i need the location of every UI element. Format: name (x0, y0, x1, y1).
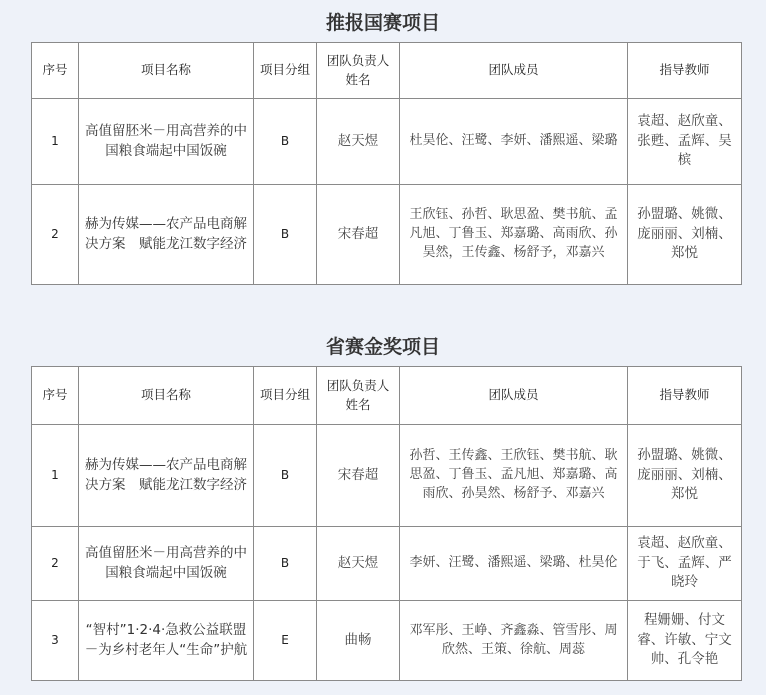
table-header-row (32, 43, 742, 99)
header-idx: 序号 (32, 43, 79, 99)
national-projects-table (31, 42, 742, 285)
cell-group: B (254, 425, 317, 527)
cell-project-name: 赫为传媒——农产品电商解决方案 赋能龙江数字经济 (79, 425, 254, 527)
table-header-row (32, 367, 742, 425)
table-row (32, 527, 742, 601)
cell-teachers: 孙盟璐、姚微、庞丽丽、刘楠、郑悦 (628, 425, 742, 527)
header-leader: 团队负责人姓名 (317, 367, 400, 425)
table-row (32, 425, 742, 527)
provincial-gold-projects-table (31, 366, 742, 681)
cell-members: 杜昊伦、汪鹭、李妍、潘熙遥、梁璐 (400, 99, 628, 185)
cell-leader: 赵天煜 (317, 99, 400, 185)
table-row (32, 99, 742, 185)
cell-group: B (254, 527, 317, 601)
section-title-national: 推报国赛项目 (325, 12, 440, 34)
cell-teachers: 程姗姗、付文睿、许敏、宁文帅、孔令艳 (628, 601, 742, 681)
cell-leader: 宋春超 (317, 185, 400, 285)
cell-group: B (254, 185, 317, 285)
cell-idx: 1 (32, 425, 79, 527)
header-name: 项目名称 (79, 43, 254, 99)
header-teachers: 指导教师 (628, 43, 742, 99)
header-group: 项目分组 (254, 367, 317, 425)
cell-leader: 宋春超 (317, 425, 400, 527)
cell-members: 孙哲、王传鑫、王欣钰、樊书航、耿思盈、丁鲁玉、孟凡旭、郑嘉璐、高雨欣、孙昊然、杨舒予、邓嘉兴 (400, 425, 628, 527)
cell-idx: 2 (32, 185, 79, 285)
cell-project-name: 高值留胚米－用高营养的中国粮食端起中国饭碗 (79, 99, 254, 185)
cell-members: 邓军彤、王峥、齐鑫淼、管雪彤、周欣然、王策、徐航、周蕊 (400, 601, 628, 681)
cell-group: B (254, 99, 317, 185)
cell-teachers: 袁超、赵欣童、于飞、孟辉、严晓玲 (628, 527, 742, 601)
section-title-provincial-gold: 省赛金奖项目 (325, 336, 440, 358)
table-row (32, 601, 742, 681)
cell-project-name: 赫为传媒——农产品电商解决方案 赋能龙江数字经济 (79, 185, 254, 285)
cell-teachers: 孙盟璐、姚微、庞丽丽、刘楠、郑悦 (628, 185, 742, 285)
cell-teachers: 袁超、赵欣童、张甦、孟辉、吴槟 (628, 99, 742, 185)
cell-project-name: “智村”1·2·4·急救公益联盟－为乡村老年人“生命”护航 (79, 601, 254, 681)
cell-members: 李妍、汪鹭、潘熙遥、梁璐、杜昊伦 (400, 527, 628, 601)
cell-leader: 曲畅 (317, 601, 400, 681)
header-idx: 序号 (32, 367, 79, 425)
cell-group: E (254, 601, 317, 681)
header-name: 项目名称 (79, 367, 254, 425)
header-members: 团队成员 (400, 43, 628, 99)
header-leader: 团队负责人姓名 (317, 43, 400, 99)
table-row (32, 185, 742, 285)
cell-project-name: 高值留胚米－用高营养的中国粮食端起中国饭碗 (79, 527, 254, 601)
cell-idx: 1 (32, 99, 79, 185)
header-group: 项目分组 (254, 43, 317, 99)
cell-leader: 赵天煜 (317, 527, 400, 601)
cell-idx: 2 (32, 527, 79, 601)
cell-members: 王欣钰、孙哲、耿思盈、樊书航、孟凡旭、丁鲁玉、郑嘉璐、高雨欣、孙昊然，王传鑫、杨舒予，邓嘉兴 (400, 185, 628, 285)
header-members: 团队成员 (400, 367, 628, 425)
header-teachers: 指导教师 (628, 367, 742, 425)
cell-idx: 3 (32, 601, 79, 681)
